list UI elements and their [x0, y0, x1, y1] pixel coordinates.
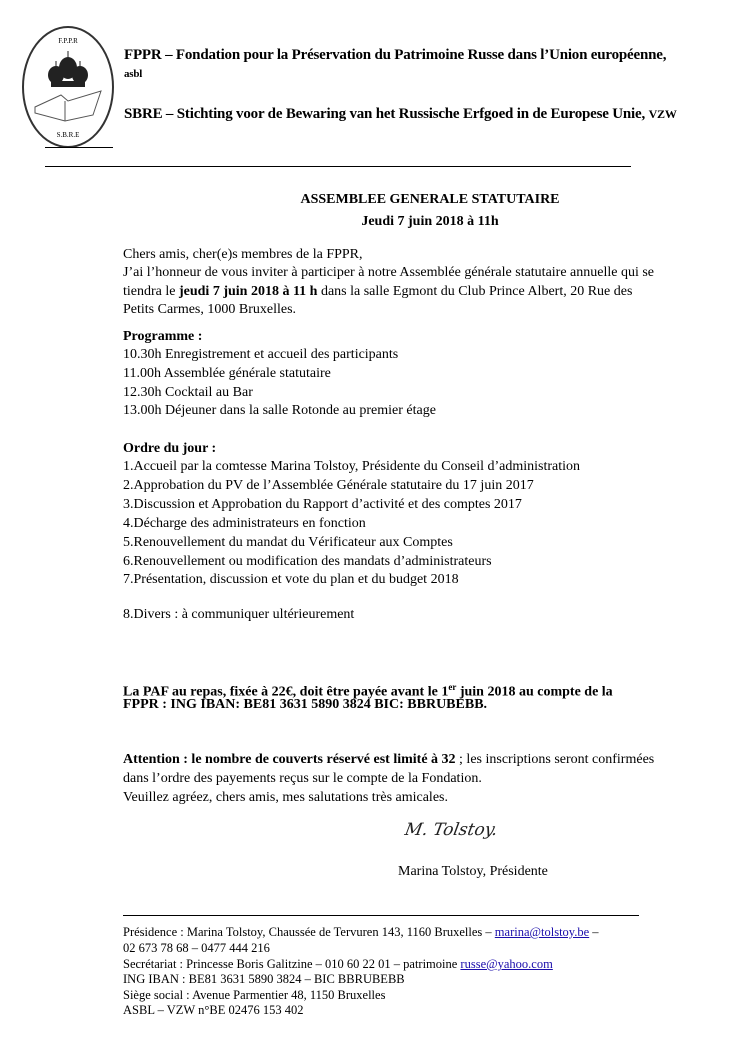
footer-rule: [123, 915, 639, 916]
header-long-rule: [45, 166, 631, 167]
agenda-item: 2.Approbation du PV de l’Assemblée Générale statutaire du 17 juin 2017: [123, 478, 534, 493]
agenda-item: 1.Accueil par la comtesse Marina Tolstoy, Présidente du Conseil d’administration: [123, 459, 581, 474]
attention-line-2: dans l’ordre des payements reçus sur le compte de la Fondation.: [123, 771, 482, 786]
footer-registration: ASBL – VZW n°BE 02476 153 402: [123, 1003, 304, 1017]
header-fppr-text: FPPR – Fondation pour la Préservation du Patrimoine Russe dans l’Union européenne,: [124, 47, 667, 63]
intro-text: tiendra le: [123, 284, 179, 299]
footer-dash: –: [589, 925, 599, 939]
attention-rest: ; les inscriptions seront confirmées: [455, 752, 655, 767]
header-short-rule: [45, 147, 113, 148]
secretariat-email-link[interactable]: russe@yahoo.com: [460, 957, 553, 971]
fppr-logo: [21, 25, 115, 150]
agenda-item: 5.Renouvellement du mandat du Vérificateur aux Comptes: [123, 535, 453, 550]
footer-presidence: [123, 925, 599, 940]
paf-text: La PAF au repas, fixée à 22€, doit être payée avant le 1: [123, 684, 449, 700]
header-fppr-line: [124, 47, 666, 64]
programme-item: 13.00h Déjeuner dans la salle Rotonde au premier étage: [123, 403, 436, 418]
header-sbre-line: [124, 106, 677, 123]
agenda-item: 7.Présentation, discussion et vote du plan et du budget 2018: [123, 572, 459, 587]
attention-line-1: [123, 751, 654, 769]
footer-presidence-text: Présidence : Marina Tolstoy, Chaussée de Tervuren 143, 1160 Bruxelles –: [123, 925, 495, 939]
handwritten-signature: M. Tolstoy.: [403, 820, 500, 840]
agenda-item: 3.Discussion et Approbation du Rapport d’activité et des comptes 2017: [123, 497, 522, 512]
agenda-item: 4.Décharge des administrateurs en fonction: [123, 516, 366, 531]
agenda-heading: Ordre du jour :: [123, 441, 217, 456]
document-date: Jeudi 7 juin 2018 à 11h: [361, 214, 499, 229]
intro-date: jeudi 7 juin 2018 à 11 h: [178, 284, 318, 299]
intro-line-1: J’ai l’honneur de vous inviter à participer à notre Assemblée générale statutaire annuelle qui se: [123, 265, 655, 280]
signatory: Marina Tolstoy, Présidente: [398, 864, 548, 879]
footer-secretariat-text: Secrétariat : Princesse Boris Galitzine – 010 60 22 01 – patrimoine: [123, 957, 461, 971]
closing-line: Veuillez agréez, chers amis, mes salutations très amicales.: [123, 790, 448, 805]
header-asbl: asbl: [124, 68, 143, 80]
logo-top-text: F.P.P.R: [58, 37, 78, 45]
programme-heading: Programme :: [123, 329, 203, 344]
greeting: Chers amis, cher(e)s membres de la FPPR,: [123, 247, 363, 262]
presidence-email-link[interactable]: marina@tolstoy.be: [494, 925, 590, 939]
agenda-item: 6.Renouvellement ou modification des mandats d’administrateurs: [123, 554, 492, 569]
header-sbre-text: SBRE – Stichting voor de Bewaring van het Russische Erfgoed in de Europese Unie,: [124, 106, 645, 122]
programme-item: 11.00h Assemblée générale statutaire: [123, 366, 331, 381]
header-vzw: VZW: [648, 107, 677, 121]
attention-bold: Attention : le nombre de couverts réservé est limité à 32: [123, 752, 456, 767]
intro-line-2: [123, 283, 632, 301]
footer-phones: 02 673 78 68 – 0477 444 216: [123, 941, 270, 955]
paf-line-2: FPPR : ING IBAN: BE81 3631 5890 3824 BIC: BBRUBEBB.: [123, 697, 488, 712]
footer-iban: ING IBAN : BE81 3631 5890 3824 – BIC BBRUBEBB: [123, 972, 405, 986]
footer-secretariat: [123, 957, 553, 972]
agenda-item: 8.Divers : à communiquer ultérieurement: [123, 607, 355, 622]
programme-item: 10.30h Enregistrement et accueil des participants: [123, 347, 399, 362]
intro-location: dans la salle Egmont du Club Prince Albert, 20 Rue des: [317, 284, 633, 299]
intro-line-3: Petits Carmes, 1000 Bruxelles.: [123, 302, 297, 317]
footer-siege: Siège social : Avenue Parmentier 48, 1150 Bruxelles: [123, 988, 386, 1002]
programme-item: 12.30h Cocktail au Bar: [123, 385, 253, 400]
paf-text-end: juin 2018 au compte de la: [456, 684, 613, 700]
paf-superscript: er: [448, 682, 457, 692]
logo-bottom-text: S.B.R.E: [56, 131, 80, 139]
document-title: ASSEMBLEE GENERALE STATUTAIRE: [300, 192, 560, 207]
